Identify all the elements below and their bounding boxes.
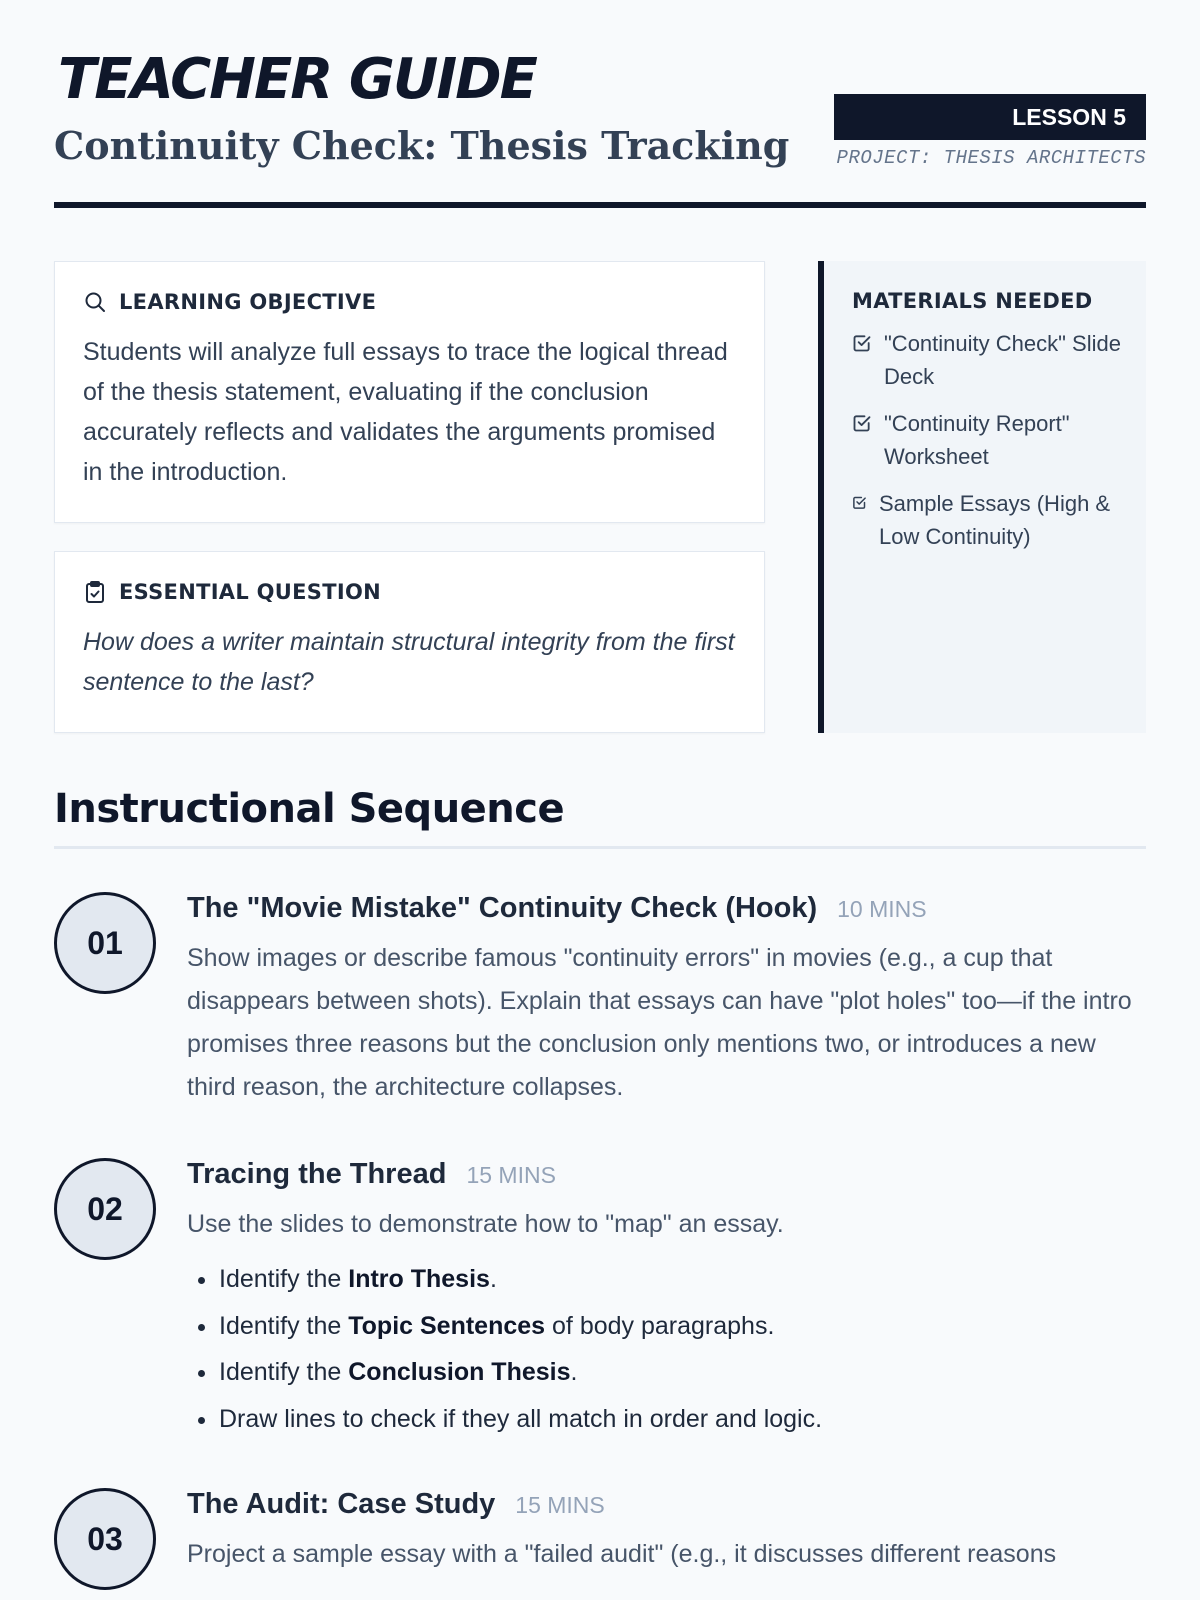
step-header xyxy=(187,1158,1147,1191)
step-description: Show images or describe famous "continuity errors" in movies (e.g., a cup that disappears between shots). Explain that essays can have "plot holes" too—if the intro promises three reasons but the conclusion only mentions two, or introduces a new third reason, the architecture collapses. xyxy=(187,944,1132,1101)
step-number-badge: 01 xyxy=(54,892,156,994)
list-item: • Identify the Topic Sentences of body paragraphs. xyxy=(219,1303,1147,1350)
lesson-badge: LESSON 5 xyxy=(834,94,1146,140)
material-item-label: "Continuity Report" Worksheet xyxy=(884,411,1070,469)
material-item xyxy=(852,327,1124,393)
step-description: Use the slides to demonstrate how to "map" an essay. xyxy=(187,1210,784,1238)
page-header xyxy=(54,0,1146,208)
material-item-label: "Continuity Check" Slide Deck xyxy=(884,331,1121,389)
material-item xyxy=(852,407,1124,473)
learning-objective-title: LEARNING OBJECTIVE xyxy=(119,290,377,314)
list-item: • Identify the Intro Thesis. xyxy=(219,1256,1147,1303)
section-title: Instructional Sequence xyxy=(54,786,565,832)
step-duration: 10 MINS xyxy=(837,896,927,922)
essential-question-card xyxy=(54,551,765,733)
material-item xyxy=(852,487,1124,553)
step-content xyxy=(187,1158,1147,1442)
section-divider xyxy=(54,846,1146,849)
brand-title: TEACHER GUIDE xyxy=(58,47,536,112)
clipboard-check-icon xyxy=(83,580,107,604)
list-item: • Draw lines to check if they all match in order and logic. xyxy=(219,1396,1147,1443)
step-duration: 15 MINS xyxy=(515,1492,605,1518)
step-description: Project a sample essay with a "failed audit" (e.g., it discusses different reasons xyxy=(187,1540,1057,1568)
step-duration: 15 MINS xyxy=(466,1162,556,1188)
lesson-subtitle: Continuity Check: Thesis Tracking xyxy=(54,123,790,168)
essential-question-text: How does a writer maintain structural integrity from the first sentence to the last? xyxy=(83,628,735,696)
search-icon xyxy=(83,290,107,314)
materials-panel xyxy=(818,261,1146,733)
step-header xyxy=(187,892,1147,925)
essential-question-header xyxy=(83,580,736,604)
materials-list xyxy=(852,327,1124,553)
step-bullet-list xyxy=(187,1256,1147,1442)
checkbox-checked-icon xyxy=(852,413,872,433)
step-title: The "Movie Mistake" Continuity Check (Hook) xyxy=(187,892,818,924)
step-number-badge: 02 xyxy=(54,1158,156,1260)
step-content xyxy=(187,1488,1147,1576)
step-number-badge: 03 xyxy=(54,1488,156,1590)
step-title: The Audit: Case Study xyxy=(187,1488,496,1520)
materials-title: MATERIALS NEEDED xyxy=(852,289,1093,313)
material-item-label: Sample Essays (High & Low Continuity) xyxy=(879,491,1111,549)
checkbox-checked-icon xyxy=(852,495,867,510)
step-content xyxy=(187,892,1147,1109)
learning-objective-header xyxy=(83,290,736,314)
learning-objective-text: Students will analyze full essays to trace the logical thread of the thesis statement, evaluating if the conclusion accurately reflects and validates the arguments promised in the introduction. xyxy=(83,338,728,486)
project-label: PROJECT: THESIS ARCHITECTS xyxy=(836,147,1146,169)
step-header xyxy=(187,1488,1147,1521)
learning-objective-card xyxy=(54,261,765,523)
step-title: Tracing the Thread xyxy=(187,1158,447,1190)
list-item: • Identify the Conclusion Thesis. xyxy=(219,1349,1147,1396)
checkbox-checked-icon xyxy=(852,333,872,353)
essential-question-title: ESSENTIAL QUESTION xyxy=(119,580,381,604)
